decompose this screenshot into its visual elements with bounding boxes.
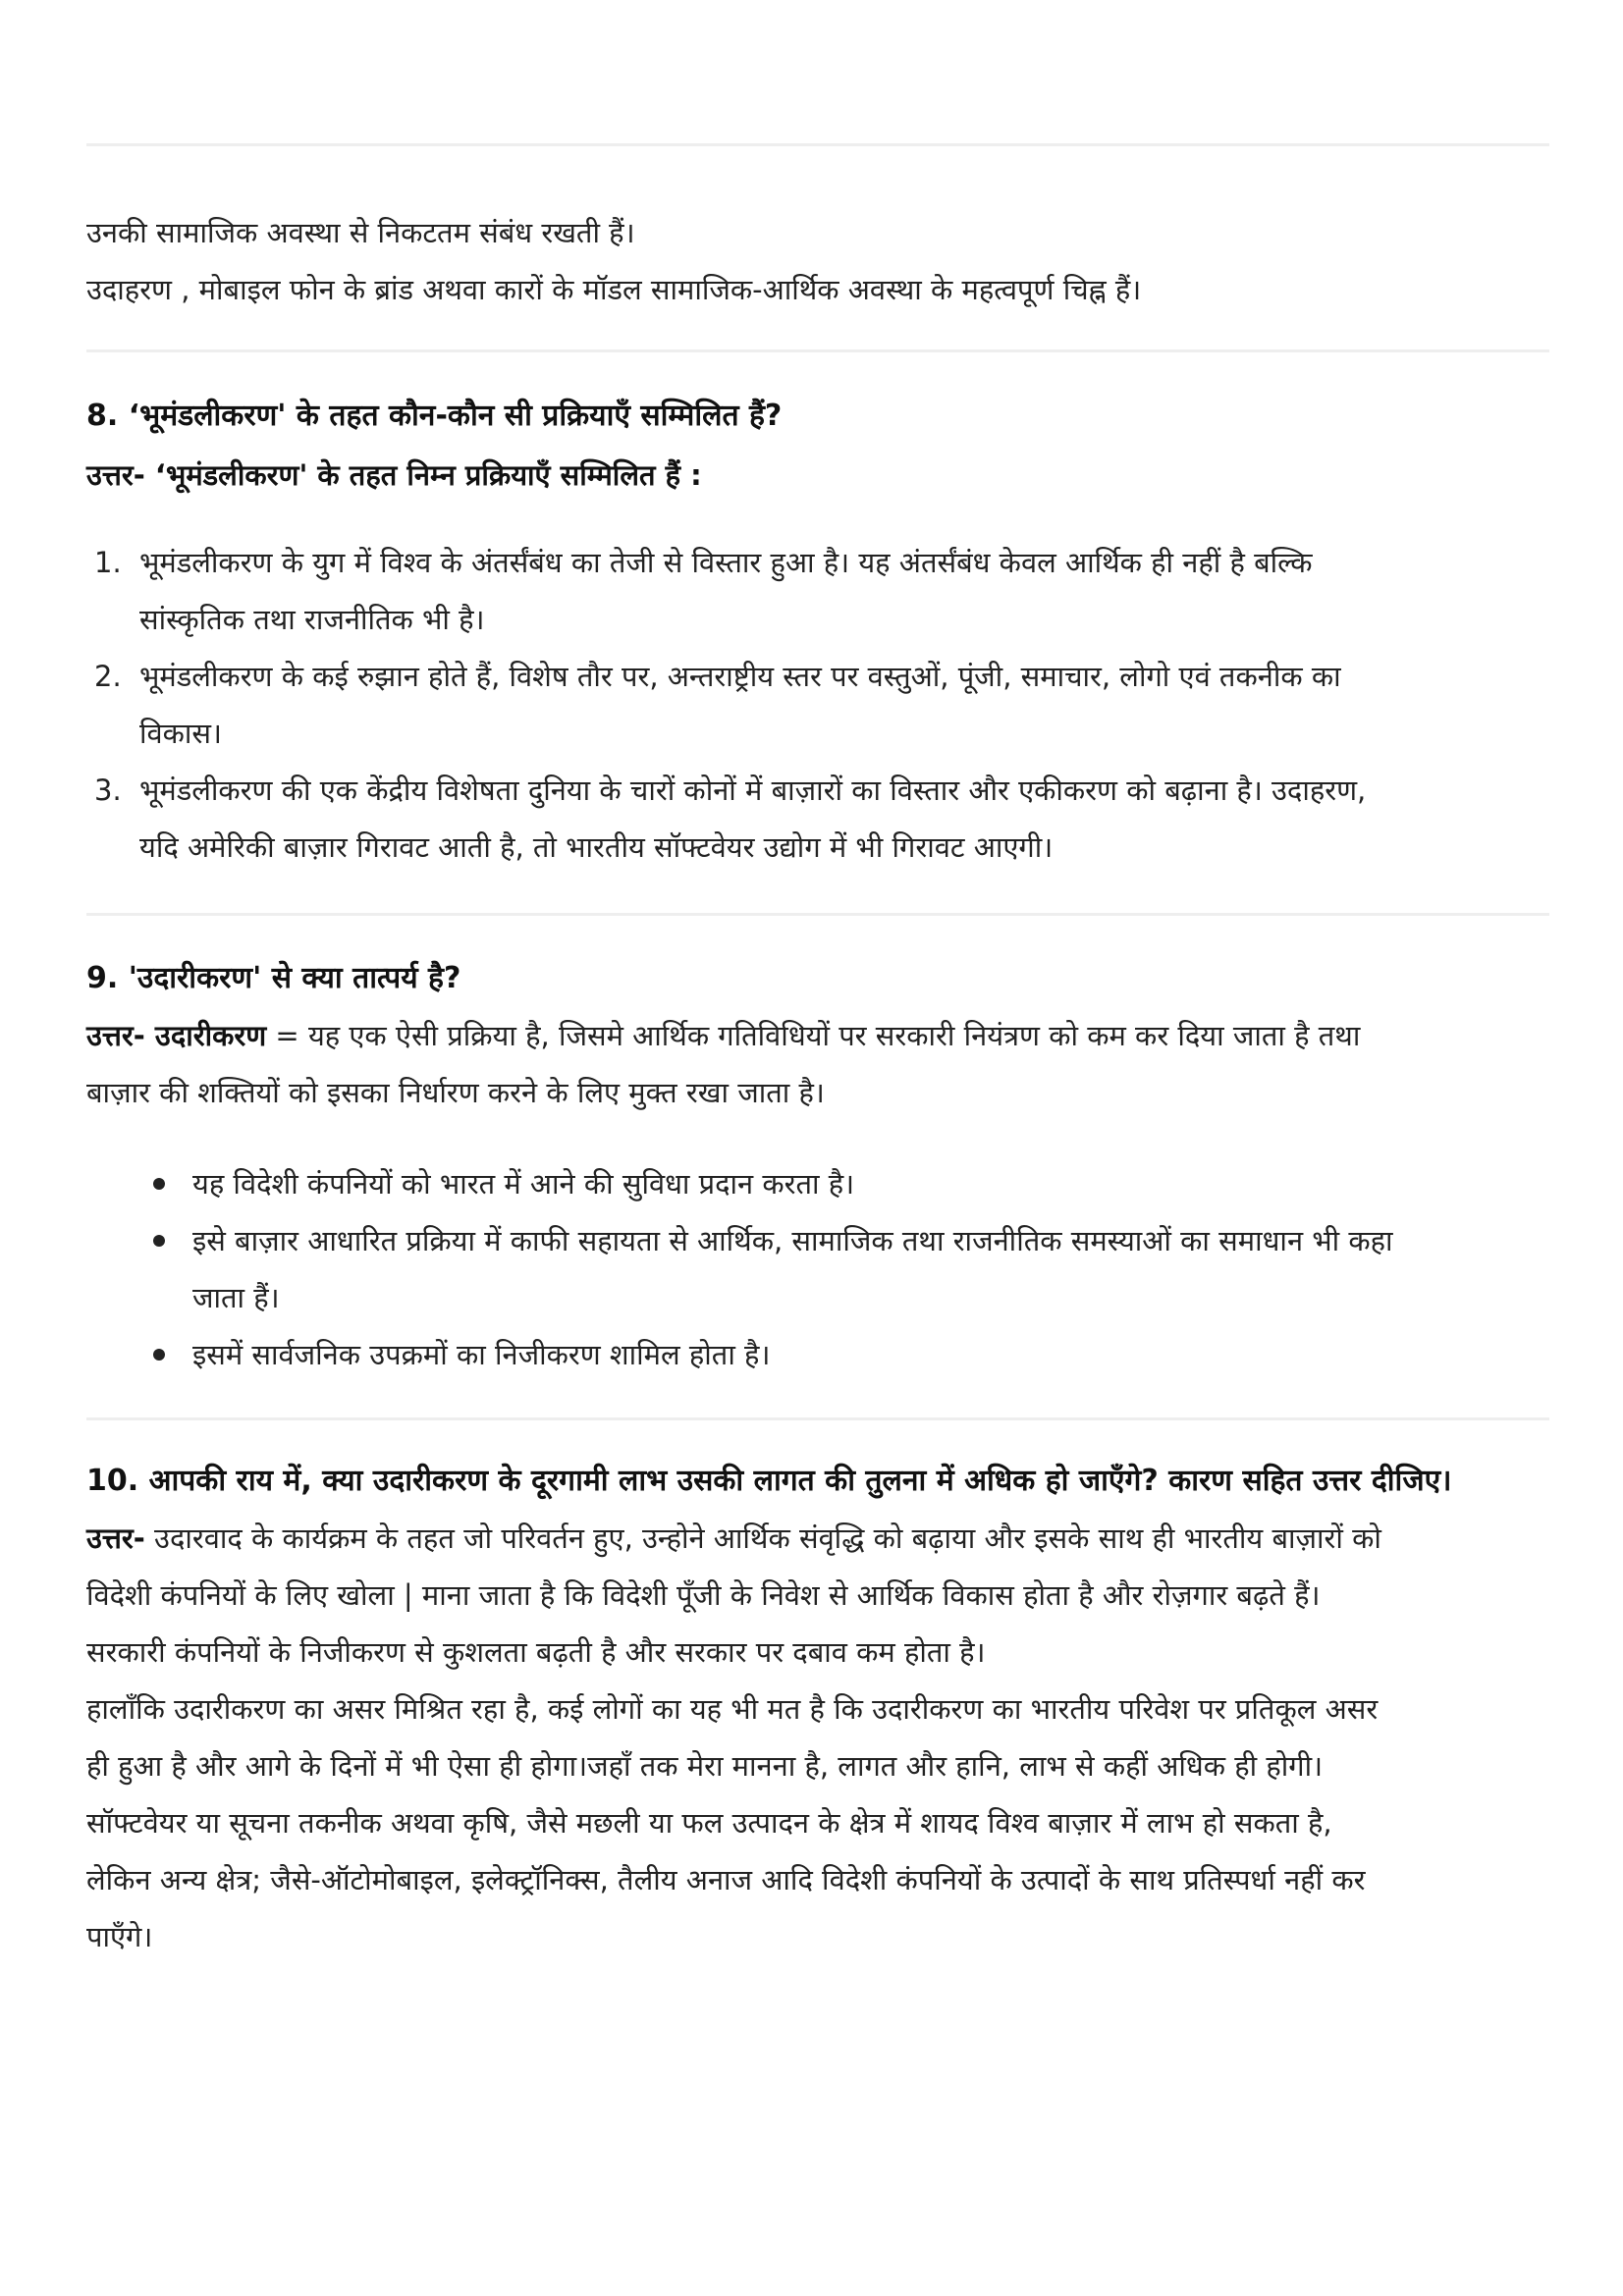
answer-10-label: उत्तर-	[86, 1522, 145, 1555]
answer-10-text: उदारवाद के कार्यक्रम के तहत जो परिवर्तन हुए, उन्होने आर्थिक संवृद्धि को बढ़ाया और इसके साथ ही भारतीय बाज़ारों को	[144, 1522, 1381, 1555]
bullet-item: इसमें सार्वजनिक उपक्रमों का निजीकरण शामिल होता है।	[192, 1338, 771, 1371]
answer-10-line: विदेशी कंपनियों के लिए खोला | माना जाता है कि विदेशी पूँजी के निवेश से आर्थिक विकास होता है और रोज़गार बढ़ते हैं।	[86, 1578, 1321, 1612]
divider	[86, 349, 1549, 352]
bullet-icon	[153, 1349, 165, 1361]
list-item: भूमंडलीकरण के कई रुझान होते हैं, विशेष तौर पर, अन्तराष्ट्रीय स्तर पर वस्तुओं, पूंजी, समाचार, लोगो एवं तकनीक का	[139, 660, 1341, 693]
list-item: भूमंडलीकरण की एक केंद्रीय विशेषता दुनिया के चारों कोनों में बाज़ारों का विस्तार और एकीकरण को बढ़ाना है। उदाहरण,	[139, 774, 1367, 807]
answer-10-line: ही हुआ है और आगे के दिनों में भी ऐसा ही होगा।जहाँ तक मेरा मानना है, लागत और हानि, लाभ से कहीं अधिक ही होगी।	[86, 1749, 1324, 1783]
list-number: 3.	[94, 774, 122, 807]
divider	[86, 913, 1549, 916]
bullet-icon	[153, 1178, 165, 1190]
answer-10-line: सरकारी कंपनियों के निजीकरण से कुशलता बढ़ती है और सरकार पर दबाव कम होता है।	[86, 1635, 986, 1669]
bullet-item-cont: जाता हैं।	[192, 1281, 280, 1314]
answer-9-label: उत्तर- उदारीकरण	[86, 1019, 267, 1052]
answer-10-line: लेकिन अन्य क्षेत्र; जैसे-ऑटोमोबाइल, इलेक्ट्रॉनिक्स, तैलीय अनाज आदि विदेशी कंपनियों के उत्पादों के साथ प्रतिस्पर्धा नहीं कर	[86, 1863, 1366, 1896]
bullet-icon	[153, 1235, 165, 1247]
answer-10-line: सॉफ्टवेयर या सूचना तकनीक अथवा कृषि, जैसे मछली या फल उत्पादन के क्षेत्र में शायद विश्व बाज़ार में लाभ हो सकता है,	[86, 1806, 1332, 1840]
answer-10-line: हालाँकि उदारीकरण का असर मिश्रित रहा है, कई लोगों का यह भी मत है कि उदारीकरण का भारतीय परिवेश पर प्रतिकूल असर	[86, 1692, 1379, 1726]
list-item-cont: सांस्कृतिक तथा राजनीतिक भी है।	[139, 603, 485, 636]
answer-9-line-2: बाज़ार की शक्तियों को इसका निर्धारण करने के लिए मुक्त रखा जाता है।	[86, 1076, 825, 1109]
divider	[86, 143, 1549, 146]
answer-9-text: = यह एक ऐसी प्रक्रिया है, जिसमे आर्थिक गतिविधियों पर सरकारी नियंत्रण को कम कर दिया जाता है तथा	[266, 1019, 1361, 1052]
divider	[86, 1417, 1549, 1420]
list-number: 2.	[94, 660, 122, 693]
intro-line-2: उदाहरण , मोबाइल फोन के ब्रांड अथवा कारों के मॉडल सामाजिक-आर्थिक अवस्था के महत्वपूर्ण चिह्न हैं।	[86, 273, 1142, 306]
list-item-cont: विकास।	[139, 717, 223, 750]
answer-10-line: पाएँगे।	[86, 1920, 153, 1953]
list-number: 1.	[94, 546, 122, 579]
bullet-item: इसे बाज़ार आधारित प्रक्रिया में काफी सहायता से आर्थिक, सामाजिक तथा राजनीतिक समस्याओं का समाधान भी कहा	[192, 1224, 1393, 1257]
question-9: 9. 'उदारीकरण' से क्या तात्पर्य है?	[86, 961, 461, 995]
intro-line-1: उनकी सामाजिक अवस्था से निकटतम संबंध रखती हैं।	[86, 216, 635, 249]
question-8: 8. ‘भूमंडलीकरण' के तहत कौन-कौन सी प्रक्रियाएँ सम्मिलित हैं?	[86, 399, 783, 433]
answer-9-line-1	[86, 1007, 1360, 1064]
answer-8-label: उत्तर- ‘भूमंडलीकरण' के तहत निम्न प्रक्रियाएँ सम्मिलित हैं :	[86, 458, 702, 492]
list-item: भूमंडलीकरण के युग में विश्व के अंतर्संबंध का तेजी से विस्तार हुआ है। यह अंतर्संबंध केवल आर्थिक ही नहीं है बल्कि	[139, 546, 1313, 579]
list-item-cont: यदि अमेरिकी बाज़ार गिरावट आती है, तो भारतीय सॉफ्टवेयर उद्योग में भी गिरावट आएगी।	[139, 830, 1054, 864]
question-10: 10. आपकी राय में, क्या उदारीकरण के दूरगामी लाभ उसकी लागत की तुलना में अधिक हो जाएँगे? कारण सहित उत्तर दीजिए।	[86, 1464, 1452, 1498]
answer-10-line-1	[86, 1510, 1381, 1567]
bullet-item: यह विदेशी कंपनियों को भारत में आने की सुविधा प्रदान करता है।	[192, 1167, 855, 1201]
